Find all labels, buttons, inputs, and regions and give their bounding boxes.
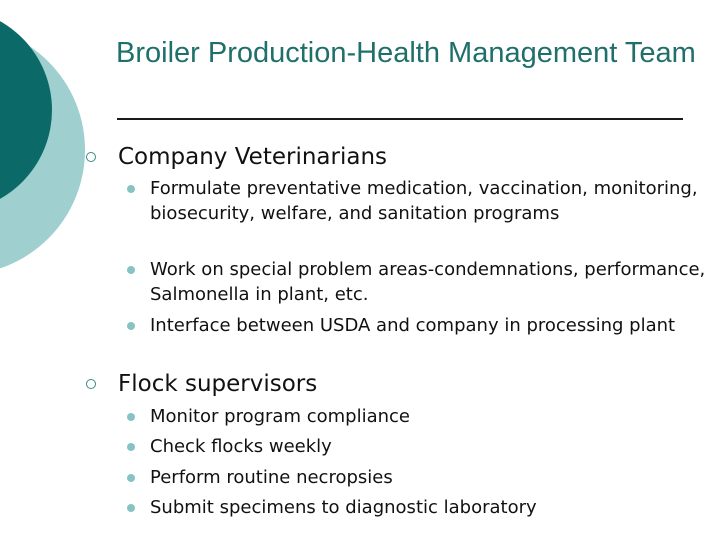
section-heading: Flock supervisors	[118, 371, 318, 397]
list-item: Submit specimens to diagnostic laboratory	[150, 497, 537, 518]
list-item: Interface between USDA and company in processing plant	[150, 315, 676, 336]
list-item: Check flocks weekly	[150, 436, 332, 457]
bullet-dot-icon	[127, 443, 135, 451]
bullet-ring-icon	[86, 152, 96, 162]
bullet-dot-icon	[127, 322, 135, 330]
bullet-dot-icon	[127, 413, 135, 421]
list-item: Work on special problem areas-condemnations, performance, Salmonella in plant, etc.	[150, 259, 706, 305]
bullet-dot-icon	[127, 266, 135, 274]
slide-title: Broiler Production-Health Management Team	[116, 37, 696, 69]
bullet-dot-icon	[127, 474, 135, 482]
list-item: Formulate preventative medication, vaccination, monitoring, biosecurity, welfare, and sanitation programs	[150, 178, 698, 224]
list-item: Monitor program compliance	[150, 406, 410, 427]
bullet-ring-icon	[86, 379, 96, 389]
bullet-dot-icon	[127, 185, 135, 193]
list-item: Perform routine necropsies	[150, 467, 393, 488]
bullet-dot-icon	[127, 504, 135, 512]
section-heading: Company Veterinarians	[118, 144, 388, 170]
